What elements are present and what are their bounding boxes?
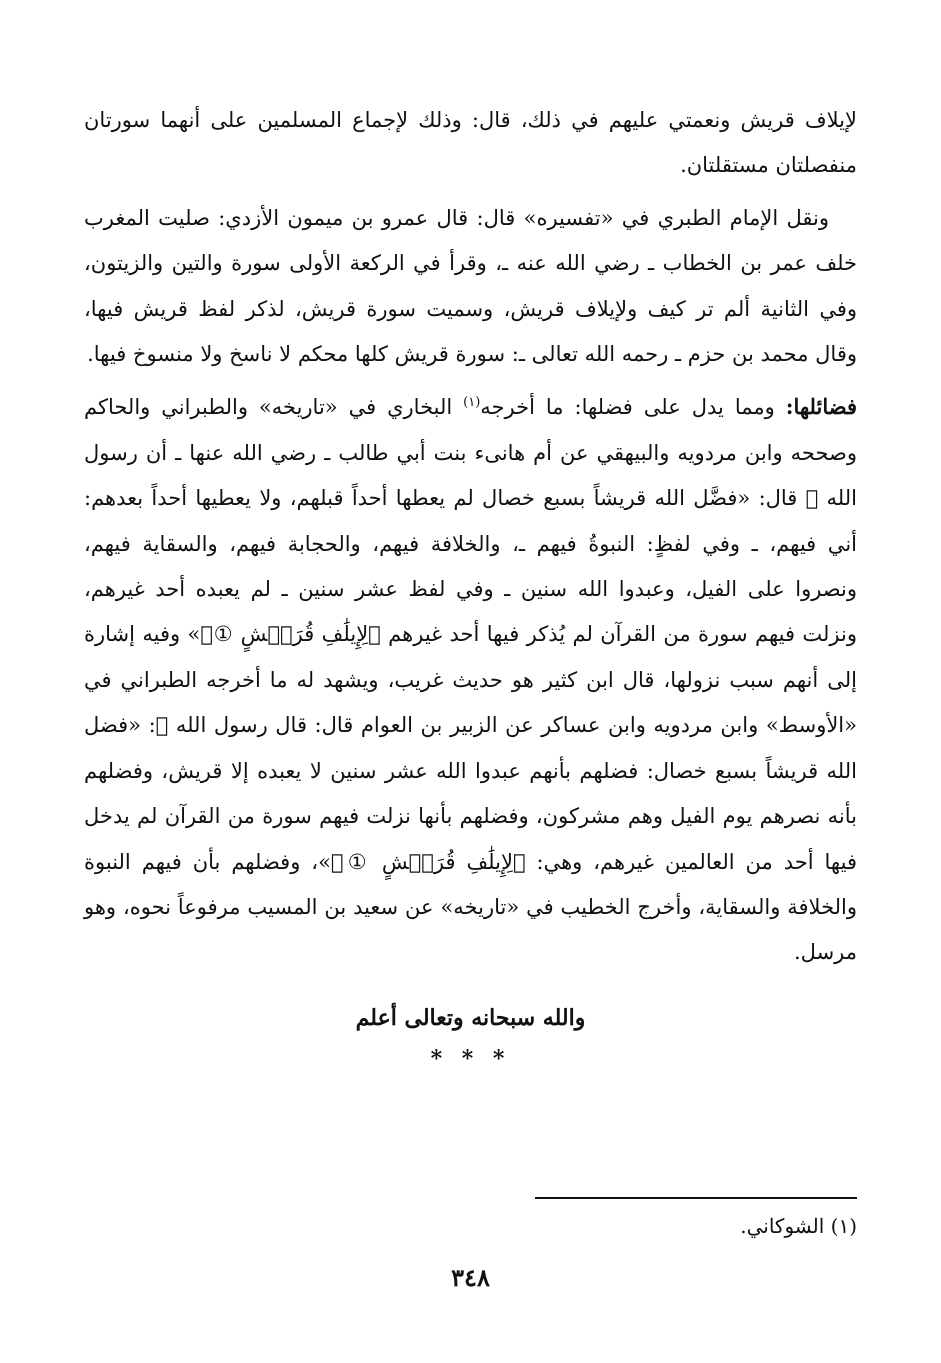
- footnote-divider: [535, 1197, 857, 1199]
- section-separator: * * *: [430, 1046, 511, 1072]
- section-lead-heading: فضائلها:: [785, 394, 857, 420]
- footnote-reference: (١): [463, 395, 481, 411]
- paragraph-tabari: ونقل الإمام الطبري في «تفسيره» قال: قال عمرو بن ميمون الأزدي: صليت المغرب خلف عمر بن الخطاب ـ رضي الله عنه ـ، وقرأ في الركعة الأولى سورة والتين والزيتون، وفي الثانية ألم تر كيف ولإيلاف قريش، وسميت سورة قريش، لذكر لفظ قريش فيها، وقال محمد بن حزم ـ رحمه الله تعالى ـ: سورة قريش كلها محكم لا ناسخ ولا منسوخ فيها.: [84, 205, 857, 367]
- paragraph-continuation: لإيلاف قريش ونعمتي عليهم في ذلك، قال: وذلك لإجماع المسلمين على أنهما سورتان منفصلتان مستقلتان.: [84, 108, 857, 178]
- paragraph-virtues-text-a: ومما يدل على فضلها: ما أخرجه: [480, 395, 786, 420]
- paragraph-virtues-text-b: البخاري في «تاريخه» والطبراني والحاكم وصححه وابن مردويه والبيهقي عن أم هانىء بنت أبي طالب ـ رضي الله عنها ـ أن رسول الله ﷺ قال: «فضَّل الله قريشاً بسبع خصال لم يعطها أحداً قبلهم، ولا يعطيها أحداً بعدهم: أني فيهم، ـ وفي لفظٍ: النبوةُ فيهم ـ، والخلافة فيهم، والحجابة فيهم، والسقاية فيهم، ونصروا على الفيل، وعبدوا الله سنين ـ وفي لفظ عشر سنين ـ لم يعبده أحد غيرهم، ونزلت فيهم سورة من القرآن لم يُذكر فيها أحد غيرهم ﴿لِإِيلَٰفِ قُرَيۡشٍ ①﴾» وفيه إشارة إلى أنهم سبب نزولها، قال ابن كثير هو حديث غريب، ويشهد له ما أخرجه الطبراني في «الأوسط» وابن مردويه وابن عساكر عن الزبير بن العوام قال: قال رسول الله ﷺ: «فضل الله قريشاً بسبع خصال: فضلهم بأنهم عبدوا الله عشر سنين لا يعبده إلا قريش، وفضلهم بأنه نصرهم يوم الفيل وهم مشركون، وفضلهم بأنها نزلت فيهم سورة من القرآن لم يدخل فيها أحد من العالمين غيرهم، وهي: ﴿لِإِيلَٰفِ قُرَيۡشٍ ①﴾»، وفضلهم بأن فيهم النبوة والخلافة والسقاية، وأخرج الخطيب في «تاريخه» عن سعيد بن المسيب مرفوعاً نحوه، وهو مرسل.: [84, 395, 857, 965]
- paragraph-virtues: [84, 384, 857, 975]
- footnote: (١) الشوكاني.: [740, 1214, 857, 1238]
- body-text: [84, 98, 857, 976]
- paragraph-gap: [84, 377, 857, 384]
- closing-phrase: والله سبحانه وتعالى أعلم: [355, 1005, 586, 1031]
- paragraph-gap: [84, 189, 857, 196]
- page-number: ٣٤٨: [451, 1263, 490, 1292]
